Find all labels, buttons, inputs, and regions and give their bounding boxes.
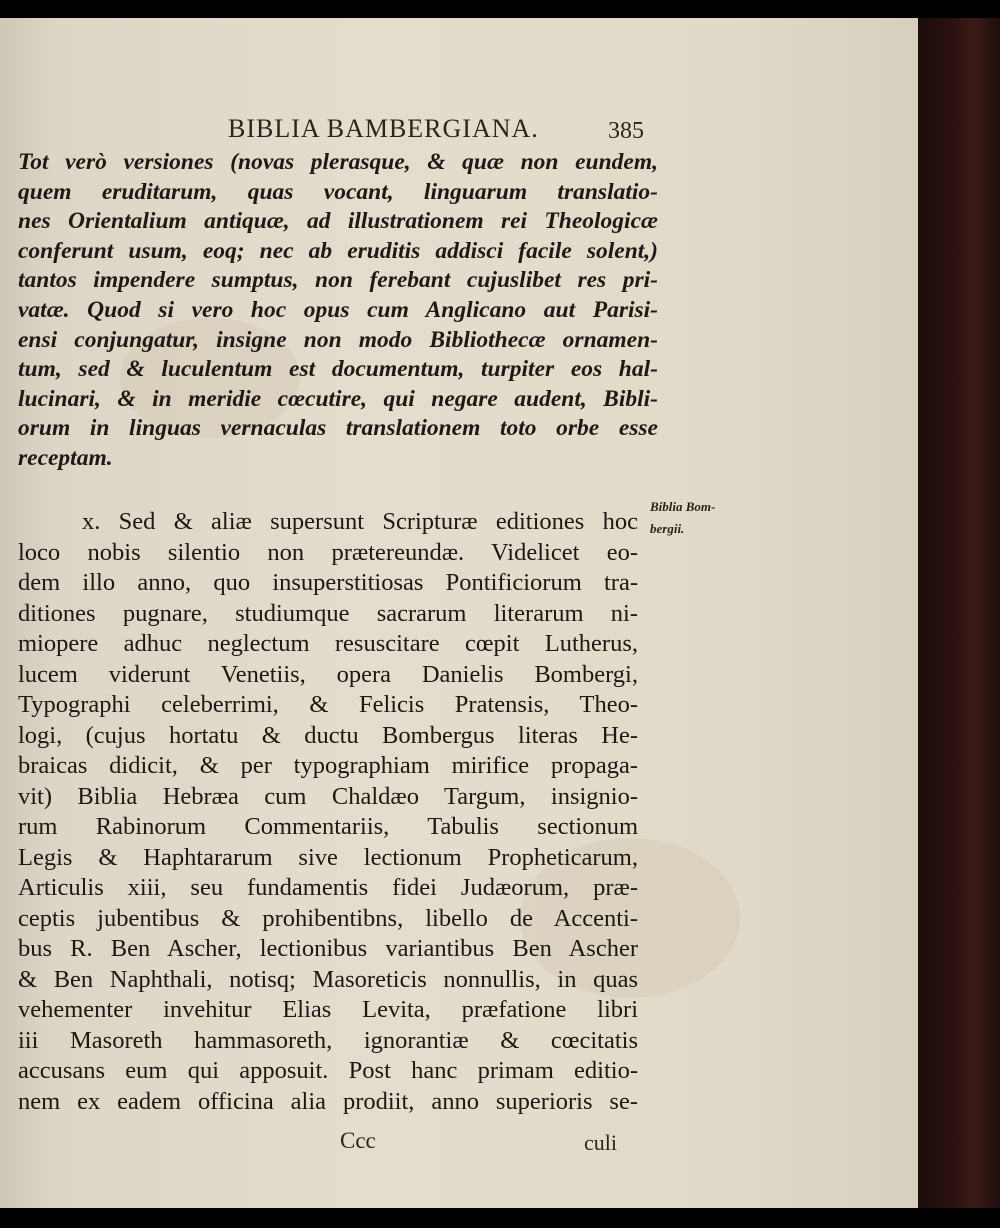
text-line: tum, sed & luculentum est documentum, turpiter eos hal- — [18, 356, 658, 383]
binding-background — [918, 18, 1000, 1208]
text-line: ceptis jubentibus & prohibentibns, libello de Accenti- — [18, 904, 638, 932]
running-head: BIBLIA BAMBERGIANA. — [228, 114, 539, 143]
text-line: iii Masoreth hammasoreth, ignorantiæ & cœcitatis — [18, 1026, 638, 1054]
marginal-note-line: bergii. — [650, 521, 685, 536]
marginal-note-line: Biblia Bom- — [650, 499, 716, 514]
signature-mark: Ccc — [340, 1128, 376, 1153]
text-line: lucem viderunt Venetiis, opera Danielis Bombergi, — [18, 660, 638, 688]
text-line: vatæ. Quod si vero hoc opus cum Anglicano aut Parisi- — [18, 296, 658, 323]
text-line: orum in linguas vernaculas translationem toto orbe esse — [18, 415, 658, 442]
roman-paragraph — [18, 507, 638, 1117]
text-line: nes Orientalium antiquæ, ad illustrationem rei Theologicæ — [18, 208, 658, 235]
text-line: vehementer invehitur Elias Levita, præfatione libri — [18, 996, 638, 1023]
text-line: Articulis xiii, seu fundamentis fidei Judæorum, præ- — [18, 874, 638, 901]
text-line: braicas didicit, & per typographiam mirifice propaga- — [18, 752, 638, 779]
text-line: ensi conjungatur, insigne non modo Bibliothecæ ornamen- — [18, 326, 658, 353]
text-line: dem illo anno, quo insuperstitiosas Pontificiorum tra- — [18, 569, 638, 596]
text-line: x. Sed & aliæ supersunt Scripturæ editiones hoc — [82, 508, 638, 535]
text-line: Legis & Haphtararum sive lectionum Propheticarum, — [18, 843, 638, 871]
text-line: vit) Biblia Hebræa cum Chaldæo Targum, insignio- — [18, 782, 638, 810]
text-line: Tot verò versiones (novas plerasque, & quæ non eundem, — [18, 149, 658, 175]
text-line: tantos impendere sumptus, non ferebant cujuslibet res pri- — [18, 267, 658, 294]
text-line: nem ex eadem officina alia prodiit, anno superioris se- — [18, 1087, 638, 1115]
italic-paragraph — [18, 148, 658, 474]
text-line: rum Rabinorum Commentariis, Tabulis sectionum — [18, 813, 638, 840]
marginal-note — [650, 496, 762, 540]
text-line: & Ben Naphthali, notisq; Masoreticis nonnullis, in quas — [18, 965, 638, 993]
text-line: logi, (cujus hortatu & ductu Bombergus literas He- — [18, 721, 638, 749]
text-line: miopere adhuc neglectum resuscitare cœpit Lutherus, — [18, 630, 638, 657]
text-line: loco nobis silentio non prætereundæ. Videlicet eo- — [18, 538, 638, 566]
text-line: lucinari, & in meridie cœcutire, qui negare audent, Bibli- — [18, 385, 658, 412]
text-line: ditiones pugnare, studiumque sacrarum literarum ni- — [18, 599, 638, 627]
text-line: Typographi celeberrimi, & Felicis Pratensis, Theo- — [18, 691, 638, 718]
text-line: quem eruditarum, quas vocant, linguarum translatio- — [18, 178, 658, 205]
catchword: culi — [584, 1130, 617, 1155]
book-page — [0, 18, 918, 1208]
text-line: conferunt usum, eoq; nec ab eruditis addisci facile solent,) — [18, 237, 658, 264]
text-line: accusans eum qui apposuit. Post hanc primam editio- — [18, 1057, 638, 1084]
text-line: receptam. — [18, 444, 113, 471]
text-line: bus R. Ben Ascher, lectionibus variantibus Ben Ascher — [18, 935, 638, 962]
page-number: 385 — [608, 118, 644, 144]
